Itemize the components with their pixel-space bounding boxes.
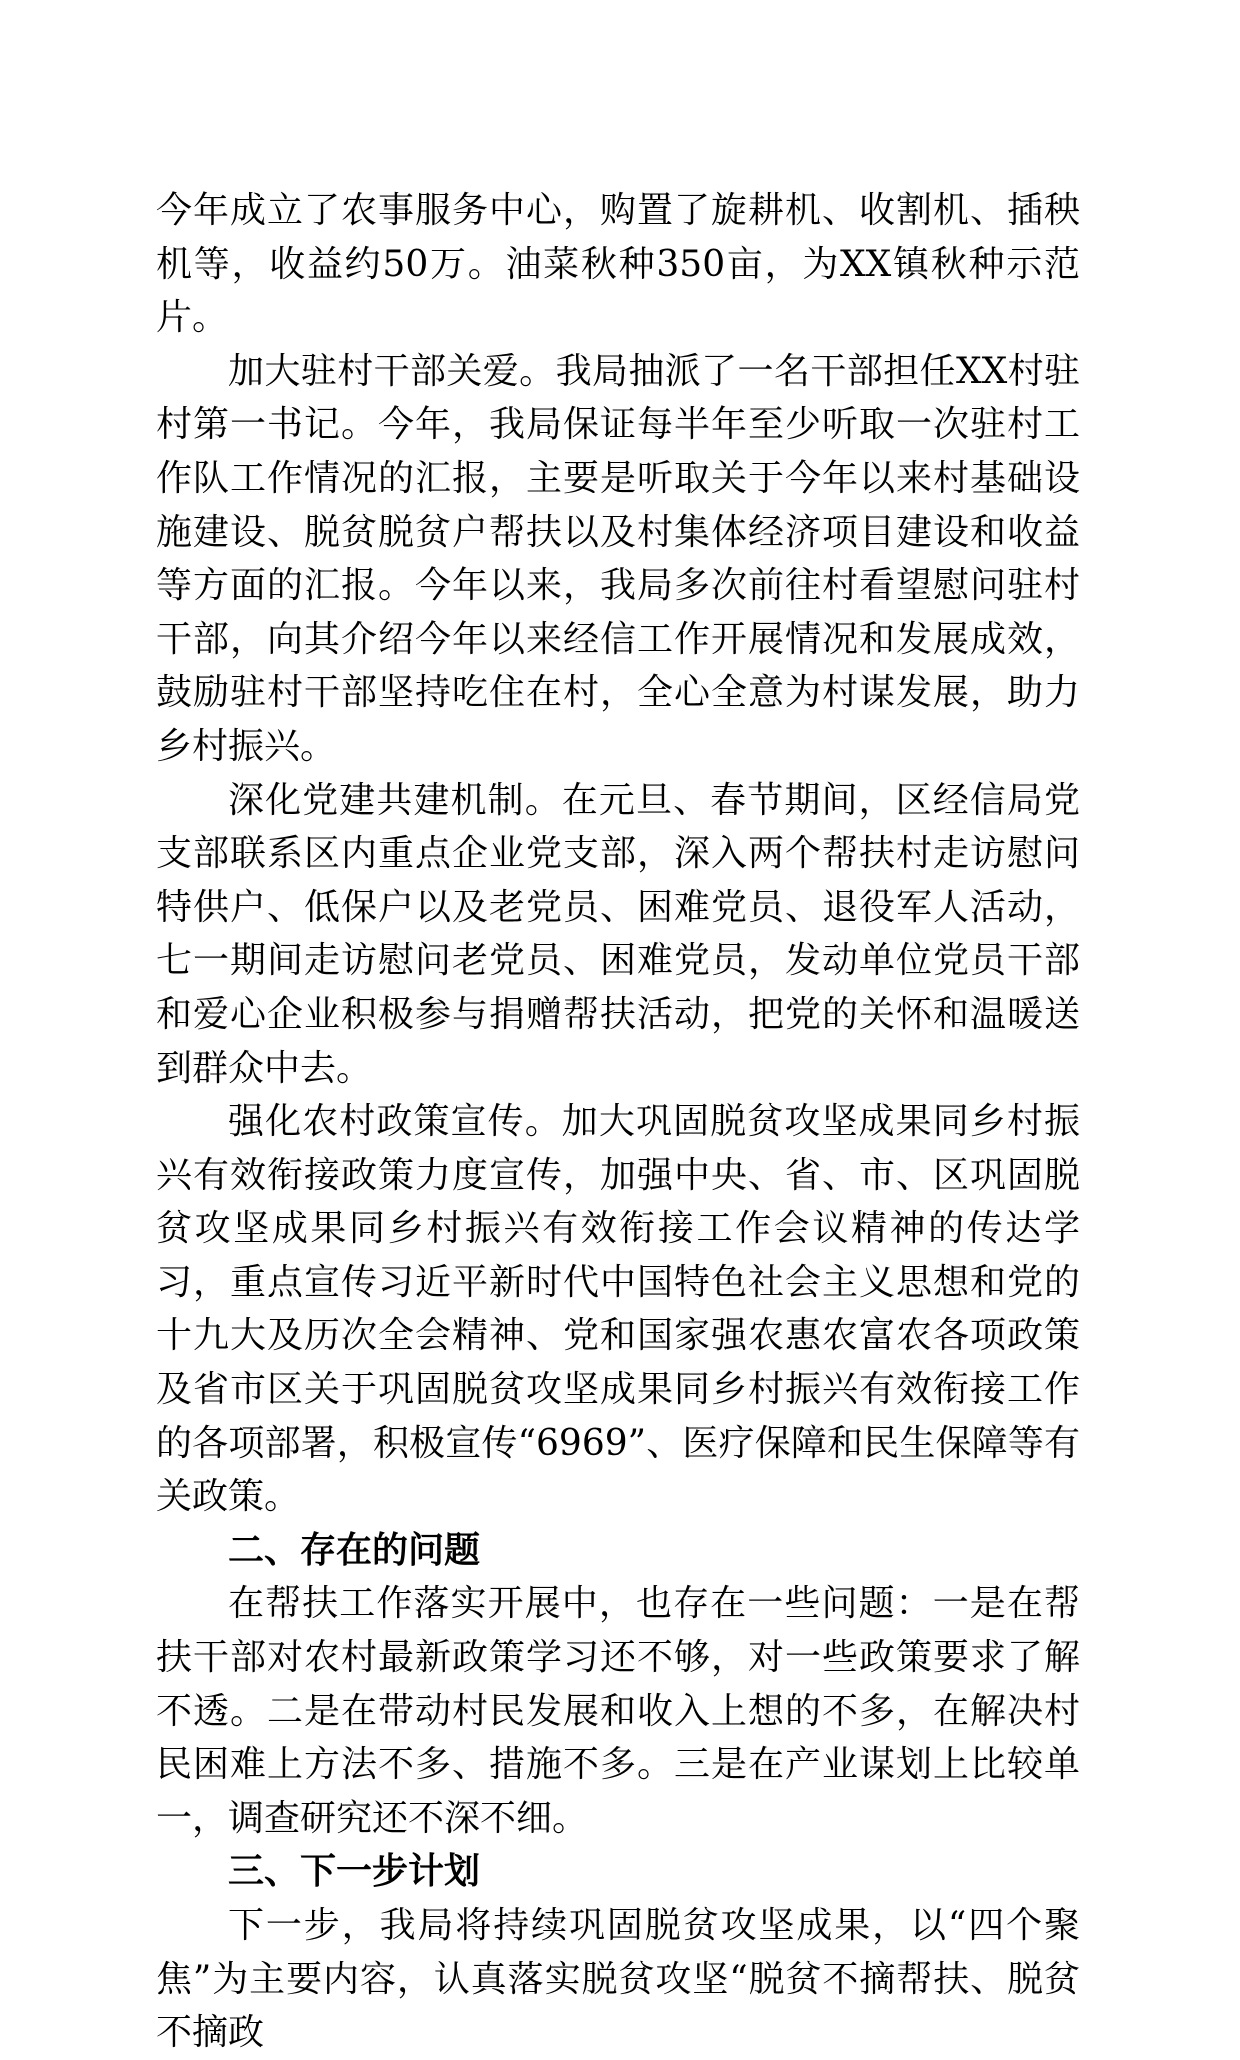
section-heading-next-steps: 三、下一步计划 xyxy=(228,1851,481,1893)
paragraph-party-building: 深化党建共建机制。在元旦、春节期间，区经信局党支部联系区内重点企业党支部，深入两个帮扶村走访慰问特供户、低保户以及老党员、困难党员、退役军人活动，七一期间走访慰问老党员、困难党员，发动单位党员干部和爱心企业积极参与捐赠帮扶活动，把党的关怀和温暖送到群众中去。 xyxy=(156,779,1080,1089)
document-page xyxy=(156,184,1080,2060)
paragraph-farm-service: 今年成立了农事服务中心，购置了旋耕机、收割机、插秧机等，收益约50万。油菜秋种350亩，为XX镇秋种示范片。 xyxy=(156,190,1080,339)
paragraph-cadre-care: 加大驻村干部关爱。我局抽派了一名干部担任XX村驻村第一书记。今年，我局保证每半年至少听取一次驻村工作队工作情况的汇报，主要是听取关于今年以来村基础设施建设、脱贫脱贫户帮扶以及村集体经济项目建设和收益等方面的汇报。今年以来，我局多次前往村看望慰问驻村干部，向其介绍今年以来经信工作开展情况和发展成效，鼓励驻村干部坚持吃住在村，全心全意为村谋发展，助力乡村振兴。 xyxy=(156,350,1080,767)
paragraph-policy-publicity: 强化农村政策宣传。加大巩固脱贫攻坚成果同乡村振兴有效衔接政策力度宣传，加强中央、省、市、区巩固脱贫攻坚成果同乡村振兴有效衔接工作会议精神的传达学习，重点宣传习近平新时代中国特色社会主义思想和党的十九大及历次全会精神、党和国家强农惠农富农各项政策及省市区关于巩固脱贫攻坚成果同乡村振兴有效衔接工作的各项部署，积极宣传“6969”、医疗保障和民生保障等有关政策。 xyxy=(156,1101,1080,1518)
paragraph-problems: 在帮扶工作落实开展中，也存在一些问题：一是在帮扶干部对农村最新政策学习还不够，对一些政策要求了解不透。二是在带动村民发展和收入上想的不多，在解决村民困难上方法不多、措施不多。三是在产业谋划上比较单一，调查研究还不深不细。 xyxy=(156,1583,1080,1839)
section-heading-problems: 二、存在的问题 xyxy=(228,1529,481,1571)
paragraph-next-steps: 下一步，我局将持续巩固脱贫攻坚成果，以“四个聚焦”为主要内容，认真落实脱贫攻坚“脱贫不摘帮扶、脱贫不摘政 xyxy=(156,1905,1080,2054)
